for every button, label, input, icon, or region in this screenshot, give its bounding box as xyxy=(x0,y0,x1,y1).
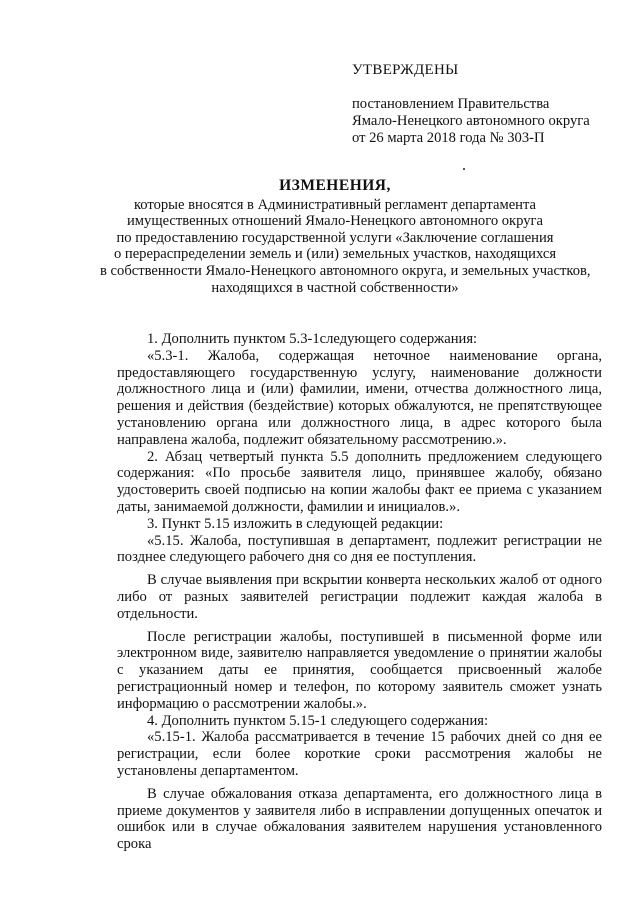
approval-line: постановлением Правительства xyxy=(352,96,550,112)
heading-line: по предоставлению государственной услуги «Заключение соглашения xyxy=(116,229,554,246)
document-title: ИЗМЕНЕНИЯ, xyxy=(279,177,391,194)
paragraph-quote: «5.15-1. Жалоба рассматривается в течение 15 рабочих дней со дня ее регистрации, если более короткие сроки рассмотрения жалобы не установлены департаментом. xyxy=(117,729,602,779)
scan-speck xyxy=(463,168,465,170)
approval-line: Ямало-Ненецкого автономного округа xyxy=(352,113,590,129)
paragraph: В случае обжалования отказа департамента, его должностного лица в приеме документов у заявителя либо в исправлении допущенных опечаток и ошибок или в случае обжалования заявителем нарушения установленного срока xyxy=(117,785,602,853)
heading-line: имущественных отношений Ямало-Ненецкого автономного округа xyxy=(126,213,544,230)
document-body xyxy=(117,331,602,853)
approval-stamp-block xyxy=(352,62,602,147)
paragraph: В случае выявления при вскрытии конверта нескольких жалоб от одного либо от разных заявителей регистрации подлежит каждая жалоба в отдельности. xyxy=(117,572,602,622)
document-heading xyxy=(100,177,591,296)
heading-line: о перераспределении земель и (или) земельных участков, находящихся xyxy=(113,246,557,263)
heading-line: находящихся в частной собственности» xyxy=(211,279,459,296)
approval-date-line: от 26 марта 2018 года № 303-П xyxy=(352,130,545,146)
heading-line: в собственности Ямало-Ненецкого автономного округа, и земельных участков, xyxy=(100,262,591,279)
paragraph-item-3: 3. Пункт 5.15 изложить в следующей редакции: xyxy=(147,515,444,532)
paragraph-item-1: 1. Дополнить пунктом 5.3-1следующего содержания: xyxy=(147,331,478,347)
approved-label: УТВЕРЖДЕНЫ xyxy=(352,62,459,78)
paragraph-quote: «5.15. Жалоба, поступившая в департамент, подлежит регистрации не позднее следующего рабочего дня со дня ее поступления. xyxy=(117,532,602,566)
paragraph-quote: «5.3-1. Жалоба, содержащая неточное наименование органа, предоставляющего государственную услугу, наименование должности должностного лица и (или) фамилии, имени, отчества должностного лица, решения и действия (бездействие) которых обжалуются, не препятствующее установлению органа или должностного лица, в адрес которого была направлена жалоба, подлежит обязательному рассмотрению.». xyxy=(117,347,602,448)
heading-line: которые вносятся в Административный регламент департамента xyxy=(133,196,537,213)
paragraph: После регистрации жалобы, поступившей в письменной форме или электронном виде, заявителю направляется уведомление о принятии жалобы с указанием даты ее принятия, сообщается присвоенный жалобе регистрационный номер и телефон, по которому заявитель сможет узнать информацию о рассмотрении жалобы.». xyxy=(117,628,602,712)
paragraph-item-2: 2. Абзац четвертый пункта 5.5 дополнить предложением следующего содержания: «По просьбе заявителя лицо, принявшее жалобу, обязано удостоверить своей подписью на копии жалобы факт ее приема с указанием даты, занимаемой должности, фамилии и инициалов.». xyxy=(117,448,602,515)
paragraph-item-4: 4. Дополнить пунктом 5.15-1 следующего содержания: xyxy=(147,712,489,729)
